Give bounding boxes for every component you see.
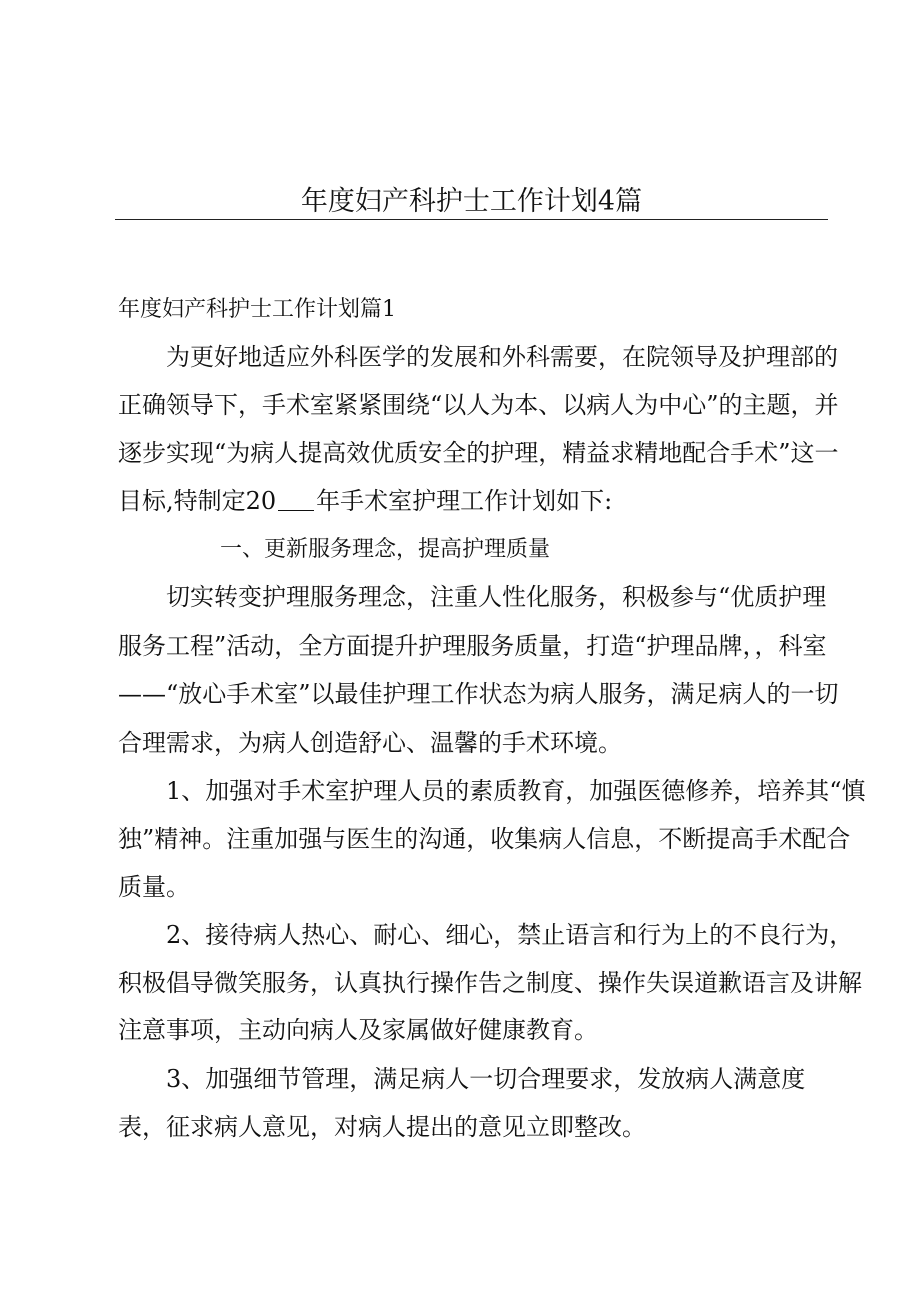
intro-line-1: 为更好地适应外科医学的发展和外科需要，在院领导及护理部的	[166, 343, 838, 371]
item-1-line-1: 1、加强对手术室护理人员的素质教育，加强医德修养，培养其“慎	[166, 777, 866, 805]
intro-line-4-after: 年手术室护理工作计划如下:	[316, 487, 613, 515]
item-3-line-1: 3、加强细节管理，满足病人一切合理要求，发放病人满意度	[166, 1065, 806, 1093]
intro-line-2: 正确领导下，手术室紧紧围绕“以人为本、以病人为中心”的主题，并	[118, 391, 839, 419]
service-line-1: 切实转变护理服务理念，注重人性化服务，积极参与“优质护理	[166, 583, 827, 611]
intro-line-4-before: 目标,特制定20	[118, 487, 277, 515]
service-line-2: 服务工程”活动，全方面提升护理服务质量，打造“护理品牌，，科室	[118, 632, 827, 660]
service-line-3: ——“放心手术室”以最佳护理工作状态为病人服务，满足病人的一切	[118, 680, 839, 708]
intro-line-3: 逐步实现“为病人提高效优质安全的护理，精益求精地配合手术”这一	[118, 439, 839, 467]
item-2-line-2: 积极倡导微笑服务，认真执行操作告之制度、操作失误道歉语言及讲解	[118, 969, 862, 997]
item-1-line-3: 质量。	[118, 873, 190, 901]
item-3-line-2: 表，征求病人意见，对病人提出的意见立即整改。	[118, 1113, 646, 1141]
item-2-line-1: 2、接待病人热心、耐心、细心，禁止语言和行为上的不良行为，	[166, 921, 854, 949]
title-underline-rule	[115, 219, 828, 220]
item-2-line-3: 注意事项，主动向病人及家属做好健康教育。	[118, 1016, 598, 1044]
document-title: 年度妇产科护士工作计划4篇	[300, 186, 643, 217]
section-heading: 年度妇产科护士工作计划篇1	[118, 297, 396, 322]
subsection-heading-1: 一、更新服务理念，提高护理质量	[220, 537, 551, 562]
item-1-line-2: 独”精神。注重加强与医生的沟通，收集病人信息，不断提高手术配合	[118, 825, 851, 853]
year-blank-underline	[278, 488, 314, 511]
service-line-4: 合理需求，为病人创造舒心、温馨的手术环境。	[118, 729, 622, 757]
intro-line-4	[118, 484, 612, 518]
